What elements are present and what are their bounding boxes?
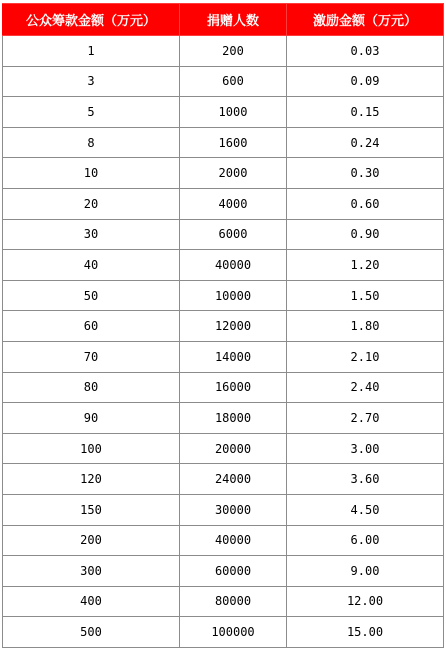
incentive-amount-cell: 12.00 — [287, 586, 444, 617]
table-row — [3, 372, 444, 403]
table-row — [3, 66, 444, 97]
table-row — [3, 219, 444, 250]
fundraising-amount-cell: 50 — [3, 280, 180, 311]
table-row — [3, 127, 444, 158]
donor-count-cell: 40000 — [180, 250, 287, 281]
incentive-amount-cell: 0.24 — [287, 127, 444, 158]
fundraising-amount-cell: 20 — [3, 188, 180, 219]
table-row — [3, 525, 444, 556]
incentive-amount-cell: 1.80 — [287, 311, 444, 342]
donor-count-cell: 12000 — [180, 311, 287, 342]
fundraising-amount-cell: 100 — [3, 433, 180, 464]
table-row — [3, 311, 444, 342]
table-row — [3, 188, 444, 219]
fundraising-amount-cell: 70 — [3, 341, 180, 372]
donor-count-cell: 6000 — [180, 219, 287, 250]
incentive-amount-cell: 2.40 — [287, 372, 444, 403]
donor-count-cell: 14000 — [180, 341, 287, 372]
incentive-amount-cell: 0.09 — [287, 66, 444, 97]
table-row — [3, 36, 444, 67]
table-row — [3, 617, 444, 648]
donor-count-cell: 20000 — [180, 433, 287, 464]
incentive-amount-cell: 0.03 — [287, 36, 444, 67]
header-donor-count: 捐赠人数 — [180, 4, 287, 36]
donor-count-cell: 18000 — [180, 403, 287, 434]
donor-count-cell: 24000 — [180, 464, 287, 495]
incentive-amount-cell: 1.50 — [287, 280, 444, 311]
fundraising-amount-cell: 60 — [3, 311, 180, 342]
fundraising-amount-cell: 120 — [3, 464, 180, 495]
fundraising-amount-cell: 150 — [3, 494, 180, 525]
donor-count-cell: 100000 — [180, 617, 287, 648]
incentive-amount-cell: 3.60 — [287, 464, 444, 495]
fundraising-amount-cell: 500 — [3, 617, 180, 648]
fundraising-amount-cell: 90 — [3, 403, 180, 434]
incentive-amount-cell: 0.15 — [287, 97, 444, 128]
donor-count-cell: 1600 — [180, 127, 287, 158]
table-header — [3, 4, 444, 36]
donor-count-cell: 200 — [180, 36, 287, 67]
incentive-table-container — [2, 3, 443, 648]
donor-count-cell: 80000 — [180, 586, 287, 617]
table-row — [3, 341, 444, 372]
incentive-amount-cell: 4.50 — [287, 494, 444, 525]
incentive-amount-cell: 3.00 — [287, 433, 444, 464]
table-row — [3, 464, 444, 495]
donor-count-cell: 4000 — [180, 188, 287, 219]
fundraising-amount-cell: 1 — [3, 36, 180, 67]
donor-count-cell: 2000 — [180, 158, 287, 189]
fundraising-amount-cell: 30 — [3, 219, 180, 250]
table-row — [3, 494, 444, 525]
table-row — [3, 433, 444, 464]
fundraising-amount-cell: 400 — [3, 586, 180, 617]
fundraising-amount-cell: 10 — [3, 158, 180, 189]
fundraising-amount-cell: 40 — [3, 250, 180, 281]
table-row — [3, 97, 444, 128]
fundraising-amount-cell: 3 — [3, 66, 180, 97]
fundraising-amount-cell: 5 — [3, 97, 180, 128]
table-row — [3, 158, 444, 189]
incentive-amount-cell: 9.00 — [287, 556, 444, 587]
incentive-amount-cell: 2.70 — [287, 403, 444, 434]
fundraising-amount-cell: 300 — [3, 556, 180, 587]
incentive-amount-cell: 2.10 — [287, 341, 444, 372]
donor-count-cell: 30000 — [180, 494, 287, 525]
header-row — [3, 4, 444, 36]
fundraising-amount-cell: 200 — [3, 525, 180, 556]
donor-count-cell: 10000 — [180, 280, 287, 311]
donor-count-cell: 1000 — [180, 97, 287, 128]
header-incentive-amount: 激励金额（万元） — [287, 4, 444, 36]
incentive-amount-cell: 6.00 — [287, 525, 444, 556]
table-body — [3, 36, 444, 648]
table-row — [3, 280, 444, 311]
fundraising-amount-cell: 80 — [3, 372, 180, 403]
header-fundraising-amount: 公众筹款金额（万元） — [3, 4, 180, 36]
table-row — [3, 556, 444, 587]
incentive-table — [2, 3, 444, 648]
fundraising-amount-cell: 8 — [3, 127, 180, 158]
incentive-amount-cell: 0.90 — [287, 219, 444, 250]
incentive-amount-cell: 0.30 — [287, 158, 444, 189]
donor-count-cell: 60000 — [180, 556, 287, 587]
table-row — [3, 250, 444, 281]
incentive-amount-cell: 1.20 — [287, 250, 444, 281]
table-row — [3, 403, 444, 434]
donor-count-cell: 16000 — [180, 372, 287, 403]
incentive-amount-cell: 15.00 — [287, 617, 444, 648]
table-row — [3, 586, 444, 617]
donor-count-cell: 600 — [180, 66, 287, 97]
incentive-amount-cell: 0.60 — [287, 188, 444, 219]
donor-count-cell: 40000 — [180, 525, 287, 556]
